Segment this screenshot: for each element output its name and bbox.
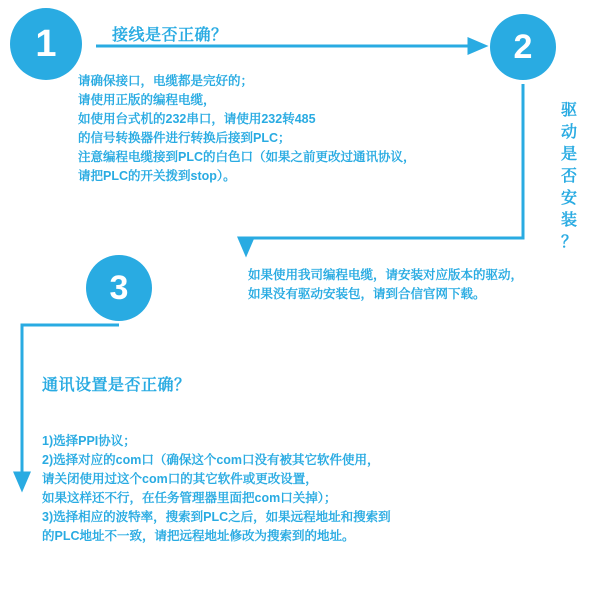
step-3-body — [42, 432, 391, 546]
step-2-heading-char: 安 — [560, 190, 577, 207]
step-2-heading — [558, 100, 580, 254]
step-1-body-line: 请把PLC的开关拨到stop）。 — [78, 169, 236, 183]
step-3-body-line: 的PLC地址不一致，请把远程地址修改为搜索到的地址。 — [42, 529, 355, 543]
step-3-heading: 通讯设置是否正确？ — [42, 377, 191, 394]
step-1-body-line: 的信号转换器件进行转换后接到PLC； — [78, 131, 291, 145]
step-3-body-line: 2)选择对应的com口（确保这个com口没有被其它软件使用， — [42, 453, 380, 467]
step-2-heading-char: ？ — [560, 234, 577, 251]
step-2-body — [248, 266, 523, 304]
step-1-body-line: 请确保接口，电缆都是完好的； — [78, 74, 254, 88]
step-1-badge: 1 — [10, 8, 82, 80]
step-2-heading-char: 否 — [560, 168, 577, 185]
step-3-badge: 3 — [86, 255, 152, 321]
step-3-body-line: 请关闭使用过这个com口的其它软件或更改设置， — [42, 472, 318, 486]
step-1-heading: 接线是否正确？ — [112, 27, 228, 44]
step-3-body-line: 如果这样还不行，在任务管理器里面把com口关掉）； — [42, 491, 337, 505]
step-1-body-line: 注意编程电缆接到PLC的白色口（如果之前更改过通讯协议， — [78, 150, 416, 164]
step-2-badge: 2 — [490, 14, 556, 80]
step-1-body — [78, 72, 416, 186]
step-2-heading-char: 装 — [560, 212, 577, 229]
step-3-body-line: 1)选择PPI协议； — [42, 434, 136, 448]
step-1-body-line: 如使用台式机的232串口，请使用232转485 — [78, 112, 316, 126]
step-3-body-line: 3)选择相应的波特率，搜索到PLC之后，如果远程地址和搜索到 — [42, 510, 391, 524]
step-2-body-line: 如果没有驱动安装包，请到合信官网下载。 — [248, 287, 486, 301]
step-2-heading-char: 动 — [560, 124, 577, 141]
step-2-body-line: 如果使用我司编程电缆，请安装对应版本的驱动， — [248, 268, 524, 282]
step-2-heading-char: 驱 — [560, 102, 577, 119]
step-1-body-line: 请使用正版的编程电缆， — [78, 93, 216, 107]
step-2-heading-char: 是 — [560, 146, 577, 163]
